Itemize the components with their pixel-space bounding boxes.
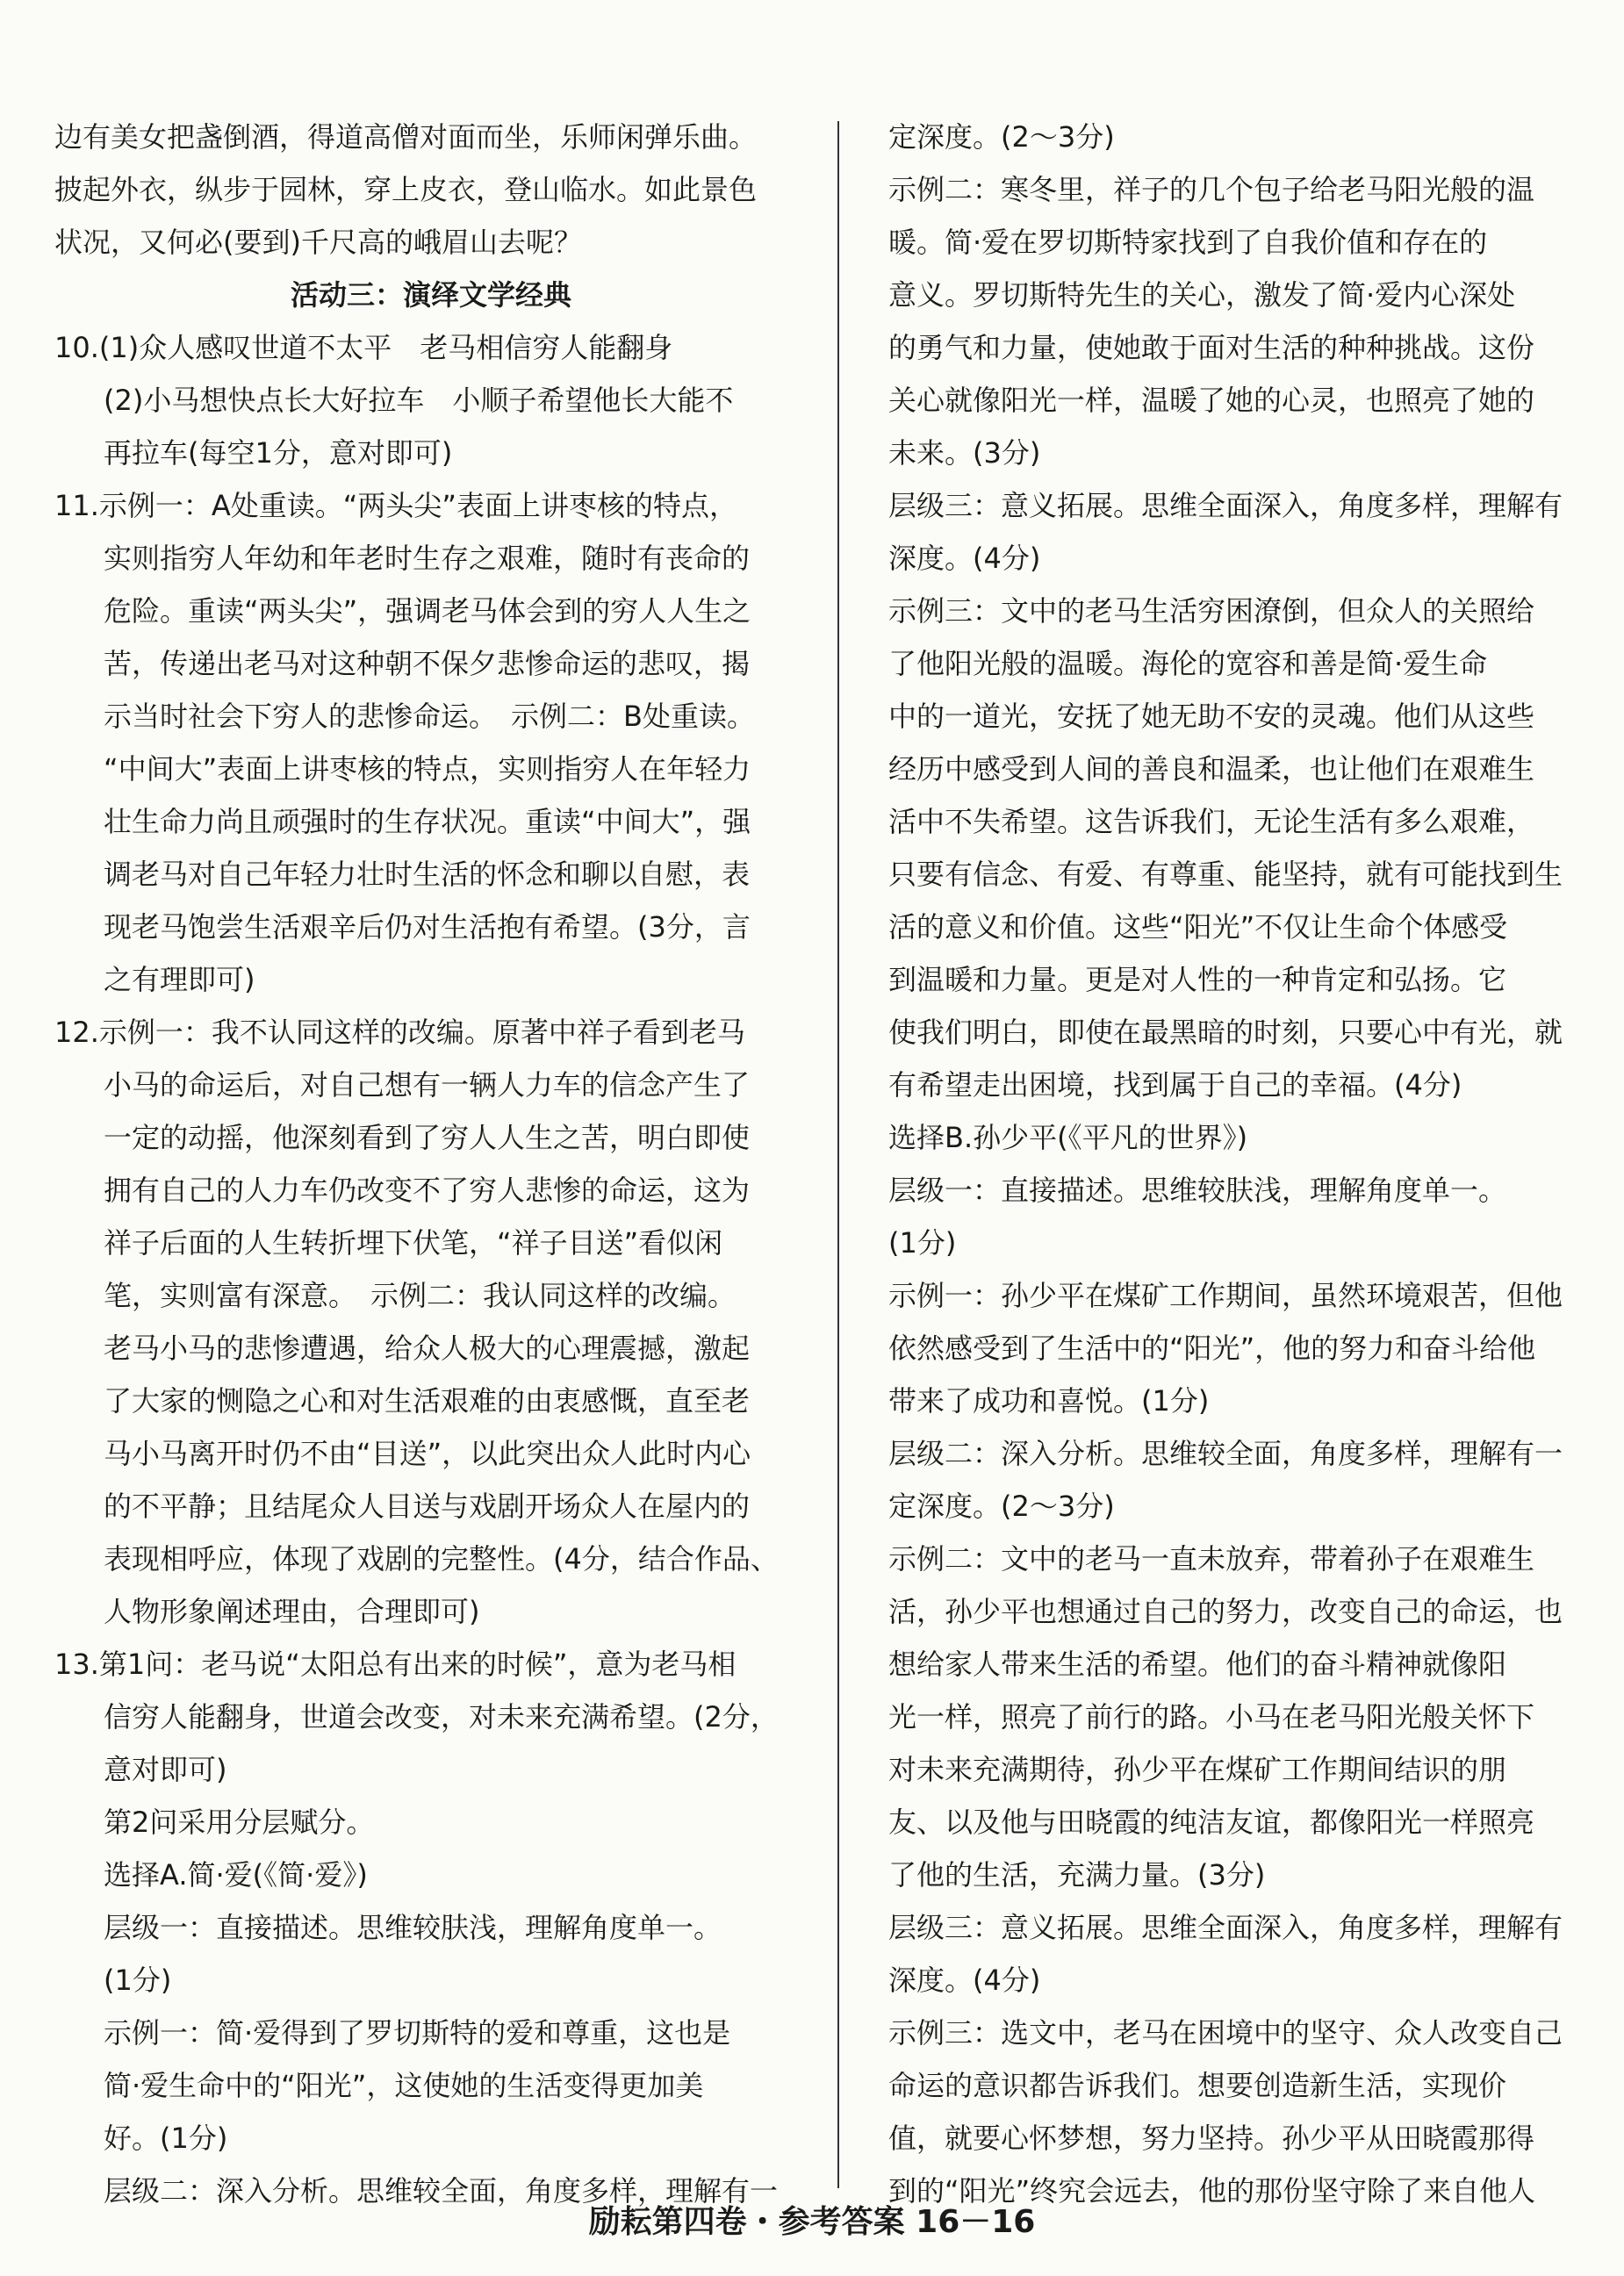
text-line: 11.示例一：A处重读。“两头尖”表面上讲枣核的特点， (54, 489, 737, 522)
text-line: 的勇气和力量，使她敢于面对生活的种种挑战。这份 (888, 331, 1535, 364)
text-line: 调老马对自己年轻力壮时生活的怀念和聊以自慰，表 (104, 858, 751, 891)
text-line: 暖。简·爱在罗切斯特家找到了自我价值和存在的 (888, 226, 1488, 259)
text-line: 了大家的恻隐之心和对生活艰难的由衷感慨，直至老 (104, 1384, 751, 1418)
text-line: 好。(1分) (104, 2122, 228, 2155)
text-line: 层级三：意义拓展。思维全面深入，角度多样，理解有 (888, 1911, 1563, 1944)
text-line: 活，孙少平也想通过自己的努力，改变自己的命运，也 (888, 1595, 1563, 1628)
text-line: (1分) (888, 1226, 957, 1260)
text-line: 友、以及他与田晓霞的纯洁友谊，都像阳光一样照亮 (888, 1806, 1535, 1839)
text-line: 有希望走出困境，找到属于自己的幸福。(4分) (888, 1068, 1462, 1102)
text-line: 选择B.孙少平(《平凡的世界》) (888, 1121, 1248, 1154)
text-line: 了他阳光般的温暖。海伦的宽容和善是简·爱生命 (888, 647, 1488, 680)
text-line: 10.(1)众人感叹世道不太平 老马相信穷人能翻身 (54, 331, 673, 364)
text-line: 马小马离开时仍不由“目送”，以此突出众人此时内心 (104, 1437, 751, 1470)
text-line: 壮生命力尚且顽强时的生存状况。重读“中间大”，强 (104, 805, 751, 838)
text-line: 状况，又何必(要到)千尺高的峨眉山去呢？ (54, 226, 582, 259)
text-line: 深度。(4分) (888, 542, 1041, 575)
right-column (888, 111, 1566, 2217)
text-line: 一定的动摇，他深刻看到了穷人人生之苦，明白即使 (104, 1121, 751, 1154)
text-line: 选择A.简·爱(《简·爱》) (104, 1858, 368, 1892)
text-line: 光一样，照亮了前行的路。小马在老马阳光般关怀下 (888, 1700, 1535, 1734)
text-line: 拥有自己的人力车仍改变不了穷人悲惨的命运，这为 (104, 1174, 751, 1207)
text-line: 信穷人能翻身，世道会改变，对未来充满希望。(2分， (104, 1700, 779, 1734)
text-line: 层级三：意义拓展。思维全面深入，角度多样，理解有 (888, 489, 1563, 522)
text-line: 定深度。(2～3分) (888, 120, 1115, 154)
text-line: 到的“阳光”终究会远去，他的那份坚守除了来自他人 (888, 2174, 1536, 2208)
text-line: 小马的命运后，对自己想有一辆人力车的信念产生了 (104, 1068, 751, 1102)
text-line: 示当时社会下穷人的悲惨命运。 示例二：B处重读。 (104, 700, 755, 733)
text-line: 层级二：深入分析。思维较全面，角度多样，理解有一 (104, 2174, 779, 2208)
text-line: 示例三：文中的老马生活穷困潦倒，但众人的关照给 (888, 594, 1535, 628)
text-line: 定深度。(2～3分) (888, 1490, 1115, 1523)
text-line: 人物形象阐述理由，合理即可) (104, 1595, 480, 1628)
text-line: 层级二：深入分析。思维较全面，角度多样，理解有一 (888, 1437, 1563, 1470)
text-line: 实则指穷人年幼和年老时生存之艰难，随时有丧命的 (104, 542, 751, 575)
text-line: 祥子后面的人生转折埋下伏笔，“祥子目送”看似闲 (104, 1226, 723, 1260)
text-line: 意义。罗切斯特先生的关心，激发了简·爱内心深处 (888, 278, 1516, 312)
text-line: 示例一：简·爱得到了罗切斯特的爱和尊重，这也是 (104, 2016, 731, 2050)
text-line: “中间大”表面上讲枣核的特点，实则指穷人在年轻力 (104, 752, 751, 786)
text-line: 活中不失希望。这告诉我们，无论生活有多么艰难， (888, 805, 1535, 838)
text-line: 表现相呼应，体现了戏剧的完整性。(4分，结合作品、 (104, 1542, 779, 1576)
page-footer: 励耘第四卷・参考答案 16－16 (588, 2204, 1036, 2240)
text-line: 到温暖和力量。更是对人性的一种肯定和弘扬。它 (888, 963, 1507, 996)
text-line: 第2问采用分层赋分。 (104, 1806, 375, 1839)
text-line: 层级一：直接描述。思维较肤浅，理解角度单一。 (888, 1174, 1507, 1207)
text-line: 依然感受到了生活中的“阳光”，他的努力和奋斗给他 (888, 1332, 1536, 1365)
text-line: (2)小马想快点长大好拉车 小顺子希望他长大能不 (104, 384, 734, 417)
text-line: 关心就像阳光一样，温暖了她的心灵，也照亮了她的 (888, 384, 1535, 417)
text-line: 带来了成功和喜悦。(1分) (888, 1384, 1210, 1418)
text-line: 层级一：直接描述。思维较肤浅，理解角度单一。 (104, 1911, 722, 1944)
text-line: 老马小马的悲惨遭遇，给众人极大的心理震撼，激起 (104, 1332, 751, 1365)
text-line: 意对即可) (104, 1753, 227, 1786)
left-column (54, 111, 808, 2217)
text-line: 现老马饱尝生活艰辛后仍对生活抱有希望。(3分，言 (104, 910, 751, 944)
text-line: 活的意义和价值。这些“阳光”不仅让生命个体感受 (888, 910, 1508, 944)
text-line: 对未来充满期待，孙少平在煤矿工作期间结识的朋 (888, 1753, 1507, 1786)
text-line: 披起外衣，纵步于园林，穿上皮衣，登山临水。如此景色 (54, 173, 758, 206)
text-line: 想给家人带来生活的希望。他们的奋斗精神就像阳 (888, 1648, 1507, 1681)
text-line: 边有美女把盏倒酒，得道高僧对面而坐，乐师闲弹乐曲。 (54, 120, 758, 154)
text-line: 只要有信念、有爱、有尊重、能坚持，就有可能找到生 (888, 858, 1563, 891)
text-line: 再拉车(每空1分，意对即可) (104, 436, 453, 470)
text-line: 示例二：寒冬里，祥子的几个包子给老马阳光般的温 (888, 173, 1535, 206)
text-line: 危险。重读“两头尖”，强调老马体会到的穷人人生之 (104, 594, 751, 628)
text-line: 示例三：选文中，老马在困境中的坚守、众人改变自己 (888, 2016, 1563, 2050)
text-line: 值，就要心怀梦想，努力坚持。孙少平从田晓霞那得 (888, 2122, 1535, 2155)
text-line: 的不平静；且结尾众人目送与戏剧开场众人在屋内的 (104, 1490, 751, 1523)
text-line: (1分) (104, 1964, 172, 1997)
column-divider (837, 121, 839, 2188)
text-line: 命运的意识都告诉我们。想要创造新生活，实现价 (888, 2069, 1507, 2102)
text-line: 笔，实则富有深意。 示例二：我认同这样的改编。 (104, 1279, 737, 1312)
section-heading: 活动三：演绎文学经典 (290, 278, 571, 312)
text-line: 12.示例一：我不认同这样的改编。原著中祥子看到老马 (54, 1016, 745, 1049)
text-line: 13.第1问：老马说“太阳总有出来的时候”，意为老马相 (54, 1648, 737, 1681)
text-line: 了他的生活，充满力量。(3分) (888, 1858, 1266, 1892)
text-line: 使我们明白，即使在最黑暗的时刻，只要心中有光，就 (888, 1016, 1563, 1049)
text-line: 苦，传递出老马对这种朝不保夕悲惨命运的悲叹，揭 (104, 647, 751, 680)
text-line: 中的一道光，安抚了她无助不安的灵魂。他们从这些 (888, 700, 1535, 733)
text-line: 之有理即可) (104, 963, 255, 996)
text-line: 简·爱生命中的“阳光”，这使她的生活变得更加美 (104, 2069, 704, 2102)
text-line: 示例一：孙少平在煤矿工作期间，虽然环境艰苦，但他 (888, 1279, 1563, 1312)
text-line: 未来。(3分) (888, 436, 1041, 470)
text-line: 经历中感受到人间的善良和温柔，也让他们在艰难生 (888, 752, 1535, 786)
text-line: 示例二：文中的老马一直未放弃，带着孙子在艰难生 (888, 1542, 1535, 1576)
text-line: 深度。(4分) (888, 1964, 1041, 1997)
